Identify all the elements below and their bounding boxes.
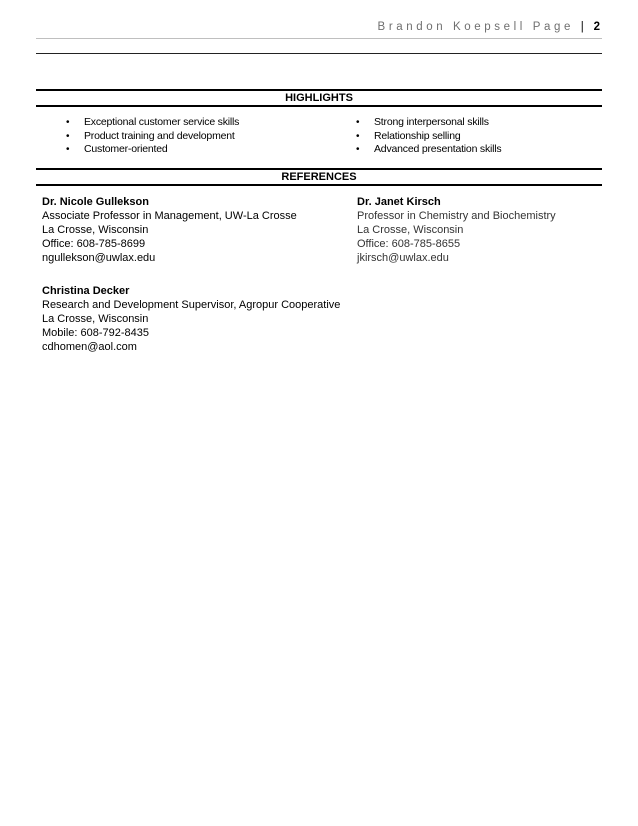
highlight-text: Advanced presentation skills [374, 143, 502, 155]
reference-name: Dr. Nicole Gullekson [42, 196, 149, 208]
top-divider [36, 53, 602, 54]
list-item [64, 143, 239, 157]
reference-email: ngullekson@uwlax.edu [42, 252, 156, 264]
highlights-left-list [64, 116, 239, 157]
reference-nicole-gullekson [42, 195, 297, 265]
reference-name: Dr. Janet Kirsch [357, 196, 441, 208]
bullet-icon: • [356, 144, 360, 155]
header-rule [36, 38, 602, 39]
page-number: 2 [593, 21, 600, 33]
reference-location: La Crosse, Wisconsin [357, 224, 464, 236]
highlight-text: Exceptional customer service skills [84, 116, 240, 128]
list-item [354, 143, 501, 157]
bullet-icon: • [356, 117, 360, 128]
bullet-icon: • [66, 117, 70, 128]
highlight-text: Relationship selling [374, 129, 461, 142]
list-item [64, 130, 239, 144]
reference-email: jkirsch@uwlax.edu [357, 252, 449, 264]
list-item [354, 130, 501, 144]
page-header [378, 21, 600, 33]
highlight-text: Strong interpersonal skills [374, 116, 489, 128]
reference-phone: Office: 608-785-8699 [42, 238, 146, 250]
header-page-word: Page [532, 21, 574, 33]
reference-email: cdhomen@aol.com [42, 341, 137, 353]
bullet-icon: • [66, 144, 70, 155]
list-item [64, 116, 239, 130]
reference-title: Research and Development Supervisor, Agropur Cooperative [42, 299, 341, 311]
reference-phone: Mobile: 608-792-8435 [42, 327, 150, 339]
list-item [354, 116, 501, 130]
highlight-text: Customer-oriented [84, 143, 168, 155]
reference-christina-decker [42, 284, 340, 354]
highlight-text: Product training and development [84, 129, 235, 142]
reference-location: La Crosse, Wisconsin [42, 313, 149, 325]
reference-location: La Crosse, Wisconsin [42, 224, 149, 236]
reference-name: Christina Decker [42, 285, 130, 297]
header-separator: | [580, 21, 584, 33]
references-heading: REFERENCES [36, 168, 602, 186]
highlights-right-list [354, 116, 501, 157]
bullet-icon: • [66, 130, 70, 142]
header-name: Brandon Koepsell [377, 21, 526, 33]
highlights-heading: HIGHLIGHTS [36, 89, 602, 107]
reference-title: Associate Professor in Management, UW-La Crosse [42, 210, 297, 222]
reference-phone: Office: 608-785-8655 [357, 238, 461, 250]
reference-title: Professor in Chemistry and Biochemistry [357, 210, 556, 222]
reference-janet-kirsch [357, 195, 556, 265]
bullet-icon: • [356, 130, 360, 142]
